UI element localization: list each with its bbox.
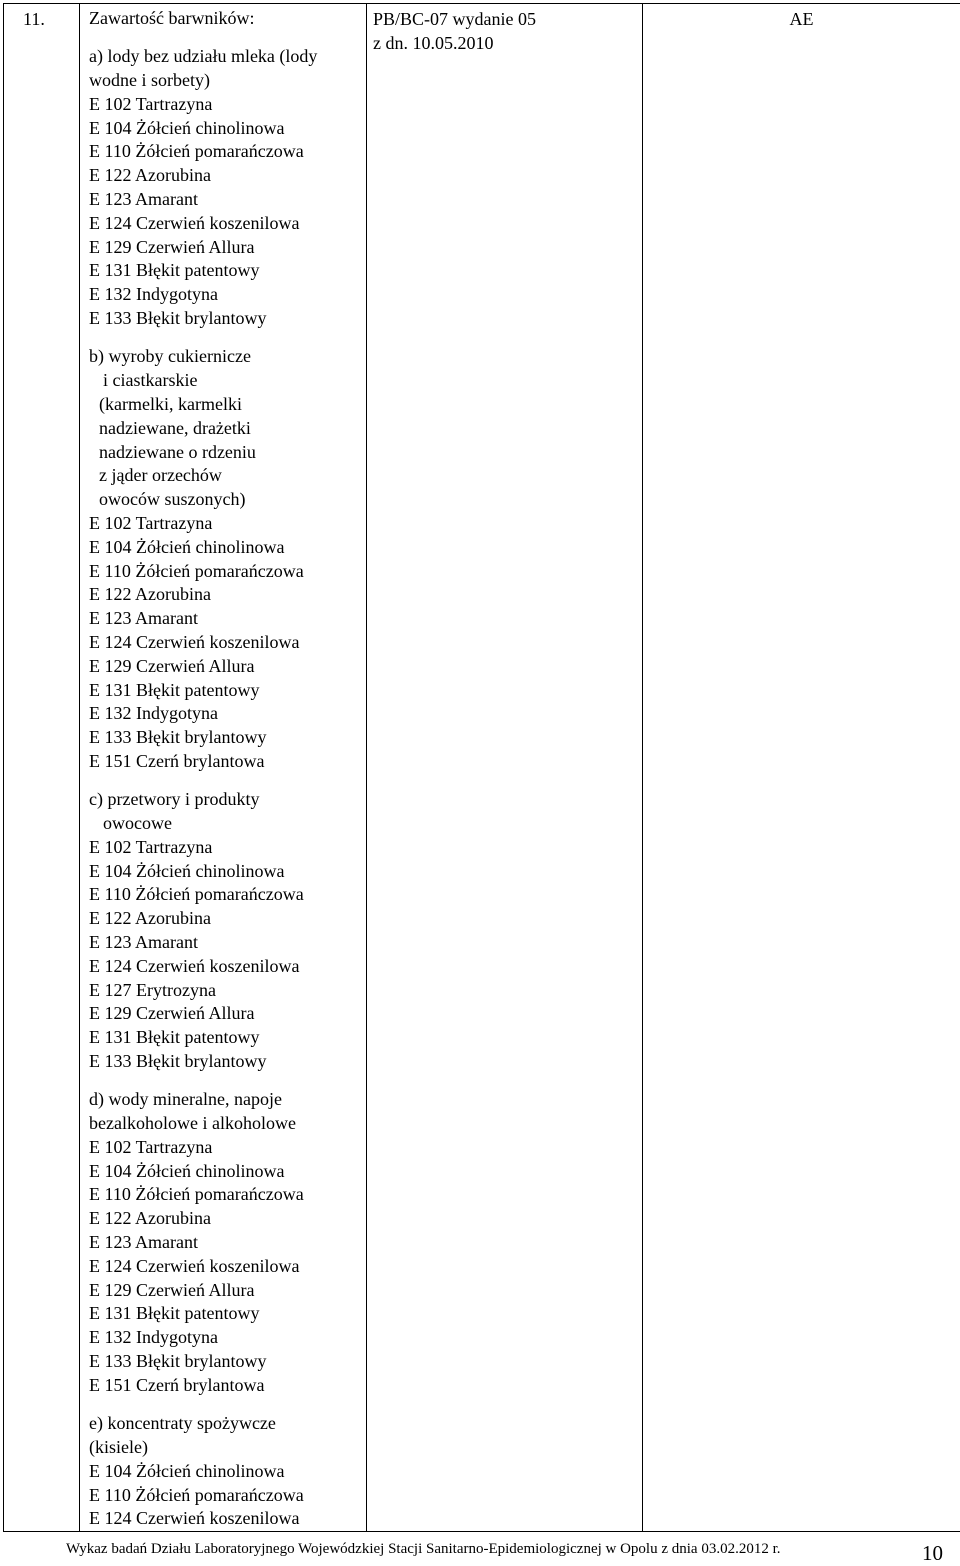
colorant-item: E 104 Żółcień chinolinowa [89, 1160, 366, 1184]
colorant-item: E 151 Czerń brylantowa [89, 750, 366, 774]
section-heading-line: (kisiele) [89, 1436, 366, 1460]
colorant-item: E 110 Żółcień pomarańczowa [89, 883, 366, 907]
method-code: AE [643, 4, 960, 31]
method-cell [643, 4, 960, 1532]
colorant-item: E 110 Żółcień pomarańczowa [89, 560, 366, 584]
section-heading-line: wodne i sorbety) [89, 69, 366, 93]
colorant-item: E 104 Żółcień chinolinowa [89, 536, 366, 560]
section-block [89, 1412, 366, 1531]
colorant-item: E 131 Błękit patentowy [89, 1026, 366, 1050]
colorant-item: E 127 Erytrozyna [89, 979, 366, 1003]
colorant-item: E 129 Czerwień Allura [89, 1279, 366, 1303]
description [80, 4, 366, 1531]
section-heading-line: nadziewane o rdzeniu [89, 441, 366, 465]
number-cell [4, 4, 80, 1532]
colorant-item: E 151 Czerń brylantowa [89, 1374, 366, 1398]
colorant-item: E 129 Czerwień Allura [89, 236, 366, 260]
colorant-item: E 110 Żółcień pomarańczowa [89, 140, 366, 164]
row-number: 11. [4, 4, 79, 31]
colorant-item: E 104 Żółcień chinolinowa [89, 860, 366, 884]
standard-cell [367, 4, 643, 1532]
colorant-item: E 123 Amarant [89, 188, 366, 212]
section-block [89, 1088, 366, 1397]
section-heading-line: (karmelki, karmelki [89, 393, 366, 417]
section-heading-line: c) przetwory i produkty [89, 788, 366, 812]
page-number: 10 [922, 1541, 943, 1566]
colorant-item: E 122 Azorubina [89, 1207, 366, 1231]
colorant-item: E 129 Czerwień Allura [89, 655, 366, 679]
colorant-item: E 131 Błękit patentowy [89, 259, 366, 283]
sections-list [89, 45, 366, 1531]
section-heading-line: owoców suszonych) [89, 488, 366, 512]
section-heading-line: b) wyroby cukiernicze [89, 345, 366, 369]
section-heading-line: a) lody bez udziału mleka (lody [89, 45, 366, 69]
section-heading-line: i ciastkarskie [89, 369, 366, 393]
colorant-item: E 123 Amarant [89, 931, 366, 955]
colorant-item: E 129 Czerwień Allura [89, 1002, 366, 1026]
colorant-item: E 124 Czerwień koszenilowa [89, 955, 366, 979]
colorant-item: E 122 Azorubina [89, 907, 366, 931]
section-block [89, 788, 366, 1074]
colorant-item: E 124 Czerwień koszenilowa [89, 1255, 366, 1279]
colorant-item: E 124 Czerwień koszenilowa [89, 631, 366, 655]
section-block [89, 45, 366, 331]
colorant-item: E 110 Żółcień pomarańczowa [89, 1484, 366, 1508]
colorant-item: E 123 Amarant [89, 607, 366, 631]
colorant-item: E 133 Błękit brylantowy [89, 307, 366, 331]
colorant-item: E 122 Azorubina [89, 583, 366, 607]
colorant-item: E 102 Tartrazyna [89, 836, 366, 860]
colorant-item: E 102 Tartrazyna [89, 1136, 366, 1160]
colorant-item: E 133 Błękit brylantowy [89, 1350, 366, 1374]
colorant-item: E 132 Indygotyna [89, 702, 366, 726]
section-heading-line: owocowe [89, 812, 366, 836]
description-cell [80, 4, 367, 1532]
colorant-item: E 133 Błękit brylantowy [89, 726, 366, 750]
row-title: Zawartość barwników: [89, 7, 366, 31]
colorant-item: E 133 Błękit brylantowy [89, 1050, 366, 1074]
colorant-item: E 104 Żółcień chinolinowa [89, 1460, 366, 1484]
colorant-item: E 124 Czerwień koszenilowa [89, 212, 366, 236]
colorant-item: E 132 Indygotyna [89, 1326, 366, 1350]
colorant-item: E 123 Amarant [89, 1231, 366, 1255]
section-heading-line: z jąder orzechów [89, 464, 366, 488]
section-heading-line: bezalkoholowe i alkoholowe [89, 1112, 366, 1136]
section-heading-line: e) koncentraty spożywcze [89, 1412, 366, 1436]
test-scope-table [3, 3, 960, 1532]
colorant-item: E 110 Żółcień pomarańczowa [89, 1183, 366, 1207]
colorant-item: E 131 Błękit patentowy [89, 1302, 366, 1326]
footer-text: Wykaz badań Działu Laboratoryjnego Wojewódzkiej Stacji Sanitarno-Epidemiologicznej w Opolu z dnia 03.02.2012 r. [66, 1541, 781, 1558]
section-block [89, 345, 366, 773]
section-heading-line: nadziewane, drażetki [89, 417, 366, 441]
colorant-item: E 124 Czerwień koszenilowa [89, 1507, 366, 1531]
section-heading-line: d) wody mineralne, napoje [89, 1088, 366, 1112]
colorant-item: E 132 Indygotyna [89, 283, 366, 307]
standard-line-1: PB/BC-07 wydanie 05 [373, 7, 642, 31]
standard [367, 4, 642, 55]
standard-line-2: z dn. 10.05.2010 [373, 31, 642, 55]
colorant-item: E 102 Tartrazyna [89, 93, 366, 117]
table-row [4, 4, 960, 1532]
colorant-item: E 131 Błękit patentowy [89, 679, 366, 703]
colorant-item: E 102 Tartrazyna [89, 512, 366, 536]
colorant-item: E 104 Żółcień chinolinowa [89, 117, 366, 141]
colorant-item: E 122 Azorubina [89, 164, 366, 188]
